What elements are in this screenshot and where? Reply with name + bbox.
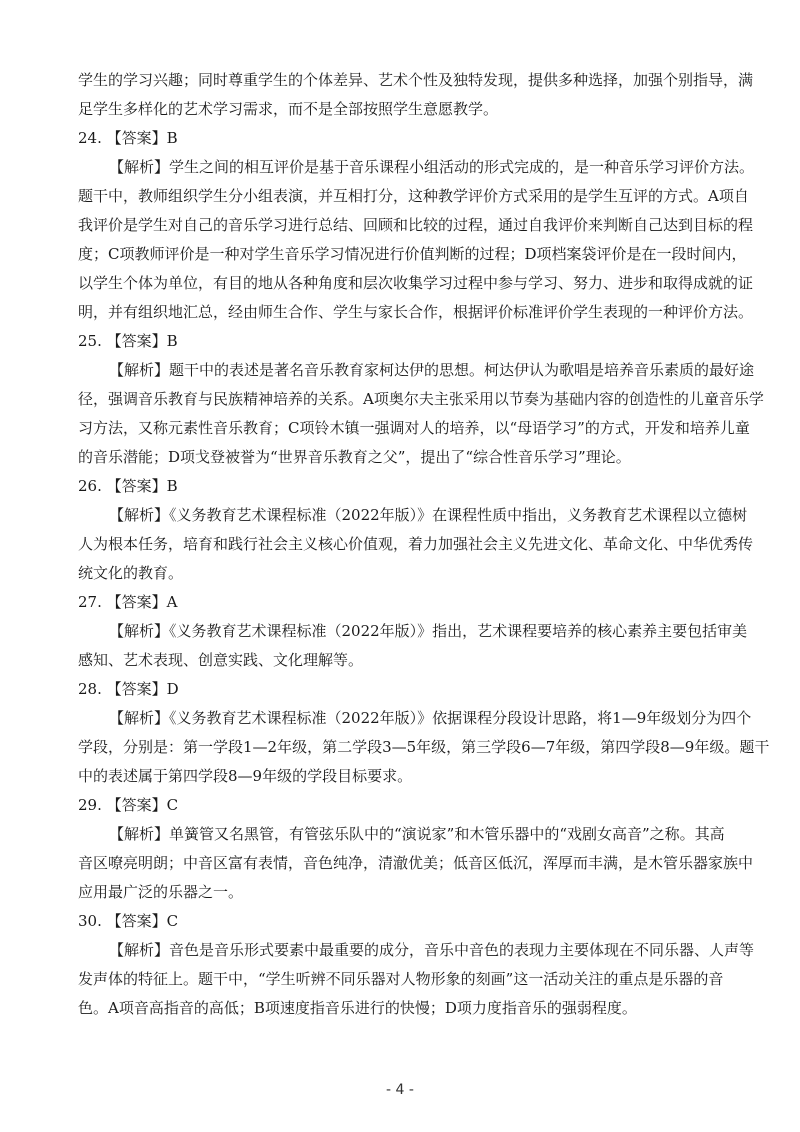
text-line-content: 发声体的特征上。题干中，“学生听辨不同乐器对人物形象的刻画”这一活动关注的重点是乐器的音 bbox=[78, 970, 724, 988]
page-body bbox=[78, 66, 770, 1023]
text-line-content: 25. 【答案】B bbox=[78, 332, 178, 350]
text-line-content: 我评价是学生对自己的音乐学习进行总结、回顾和比较的过程，通过自我评价来判断自己达到目标的程 bbox=[78, 216, 754, 234]
text-line-content: 【解析】《义务教育艺术课程标准（2022年版）》指出，艺术课程要培养的核心素养主要包括审美 bbox=[109, 622, 748, 640]
text-line-content: 【解析】单簧管又名黑管，有管弦乐队中的“演说家”和木管乐器中的“戏剧女高音”之称。其高 bbox=[109, 825, 725, 843]
text-line bbox=[78, 269, 754, 298]
page-number: - 4 - bbox=[386, 1082, 414, 1098]
text-line-content: 应用最广泛的乐器之一。 bbox=[78, 883, 244, 901]
text-line bbox=[78, 675, 723, 704]
text-line bbox=[78, 704, 752, 733]
text-line-content: 习方法，又称元素性音乐教育；C项铃木镇一强调对人的培养，以“母语学习”的方式，开发和培养儿童 bbox=[78, 419, 750, 437]
text-line bbox=[78, 646, 723, 675]
text-line-content: 人为根本任务，培育和践行社会主义核心价值观，着力加强社会主义先进文化、革命文化、中华优秀传 bbox=[78, 535, 754, 553]
text-line bbox=[78, 617, 748, 646]
text-line bbox=[78, 878, 723, 907]
text-line-content: 27. 【答案】A bbox=[78, 593, 178, 611]
text-line bbox=[78, 820, 723, 849]
text-line bbox=[78, 907, 723, 936]
text-line bbox=[78, 849, 754, 878]
text-line-content: 24. 【答案】B bbox=[78, 129, 178, 147]
text-line-content: 【解析】《义务教育艺术课程标准（2022年版）》依据课程分段设计思路，将1—9年级划分为四个 bbox=[109, 709, 752, 727]
text-line-content: 学生的学习兴趣；同时尊重学生的个体差异、艺术个性及独特发现，提供多种选择，加强个别指导，满 bbox=[78, 71, 754, 89]
text-line bbox=[78, 965, 723, 994]
text-line-content: 径，强调音乐教育与民族精神培养的关系。A项奥尔夫主张采用以节奏为基础内容的创造性的儿童音乐学 bbox=[78, 390, 764, 408]
text-line bbox=[78, 66, 754, 95]
text-line-content: 26. 【答案】B bbox=[78, 477, 178, 495]
text-line bbox=[78, 327, 723, 356]
text-line-content: 【解析】《义务教育艺术课程标准（2022年版）》在课程性质中指出，义务教育艺术课程以立德树 bbox=[109, 506, 748, 524]
text-line-content: 足学生多样化的艺术学习需求，而不是全部按照学生意愿教学。 bbox=[78, 100, 499, 118]
text-line bbox=[78, 588, 723, 617]
text-line-content: 30. 【答案】C bbox=[78, 912, 179, 930]
text-line-content: 【解析】题干中的表述是著名音乐教育家柯达伊的思想。柯达伊认为歌唱是培养音乐素质的最好途 bbox=[109, 361, 755, 379]
text-line-content: 29. 【答案】C bbox=[78, 796, 179, 814]
text-line bbox=[78, 501, 748, 530]
text-line bbox=[78, 791, 723, 820]
text-line-content: 以学生个体为单位，有目的地从各种角度和层次收集学习过程中参与学习、努力、进步和取得成就的证 bbox=[78, 274, 754, 292]
text-line bbox=[78, 443, 723, 472]
text-line bbox=[78, 762, 723, 791]
text-line bbox=[78, 385, 764, 414]
text-line-content: 统文化的教育。 bbox=[78, 564, 184, 582]
text-line bbox=[78, 733, 770, 762]
text-line bbox=[78, 211, 754, 240]
text-line bbox=[78, 936, 755, 965]
text-line bbox=[78, 153, 755, 182]
text-line bbox=[78, 298, 754, 327]
text-line bbox=[78, 356, 755, 385]
text-line-content: 28. 【答案】D bbox=[78, 680, 179, 698]
text-line-content: 题干中，教师组织学生分小组表演，并互相打分，这种教学评价方式采用的是学生互评的方式。A项自 bbox=[78, 187, 749, 205]
text-line-content: 【解析】音色是音乐形式要素中最重要的成分，音乐中音色的表现力主要体现在不同乐器、人声等 bbox=[109, 941, 755, 959]
text-line bbox=[78, 414, 750, 443]
text-line-content: 【解析】学生之间的相互评价是基于音乐课程小组活动的形式完成的，是一种音乐学习评价方法。 bbox=[109, 158, 755, 176]
text-line bbox=[78, 182, 749, 211]
text-line-content: 明，并有组织地汇总，经由师生合作、学生与家长合作，根据评价标准评价学生表现的一种评价方法。 bbox=[78, 303, 754, 321]
text-line bbox=[78, 994, 723, 1023]
text-line bbox=[78, 559, 723, 588]
text-line-content: 感知、艺术表现、创意实践、文化理解等。 bbox=[78, 651, 364, 669]
text-line-content: 中的表述属于第四学段8—9年级的学段目标要求。 bbox=[78, 767, 413, 785]
text-line bbox=[78, 124, 723, 153]
text-line bbox=[78, 530, 754, 559]
text-line bbox=[78, 95, 723, 124]
text-line-content: 学段，分别是：第一学段1—2年级，第二学段3—5年级，第三学段6—7年级，第四学段8—9年级。题干 bbox=[78, 738, 770, 756]
text-line-content: 的音乐潜能；D项戈登被誉为“世界音乐教育之父”，提出了“综合性音乐学习”理论。 bbox=[78, 448, 631, 466]
text-line bbox=[78, 472, 723, 501]
text-line-content: 度；C项教师评价是一种对学生音乐学习情况进行价值判断的过程；D项档案袋评价是在一段时间内， bbox=[78, 245, 747, 263]
text-line bbox=[78, 240, 747, 269]
text-line-content: 音区嘹亮明朗；中音区富有表情，音色纯净，清澈优美；低音区低沉，浑厚而丰满，是木管乐器家族中 bbox=[78, 854, 754, 872]
text-line-content: 色。A项音高指音的高低；B项速度指音乐进行的快慢；D项力度指音乐的强弱程度。 bbox=[78, 999, 637, 1017]
